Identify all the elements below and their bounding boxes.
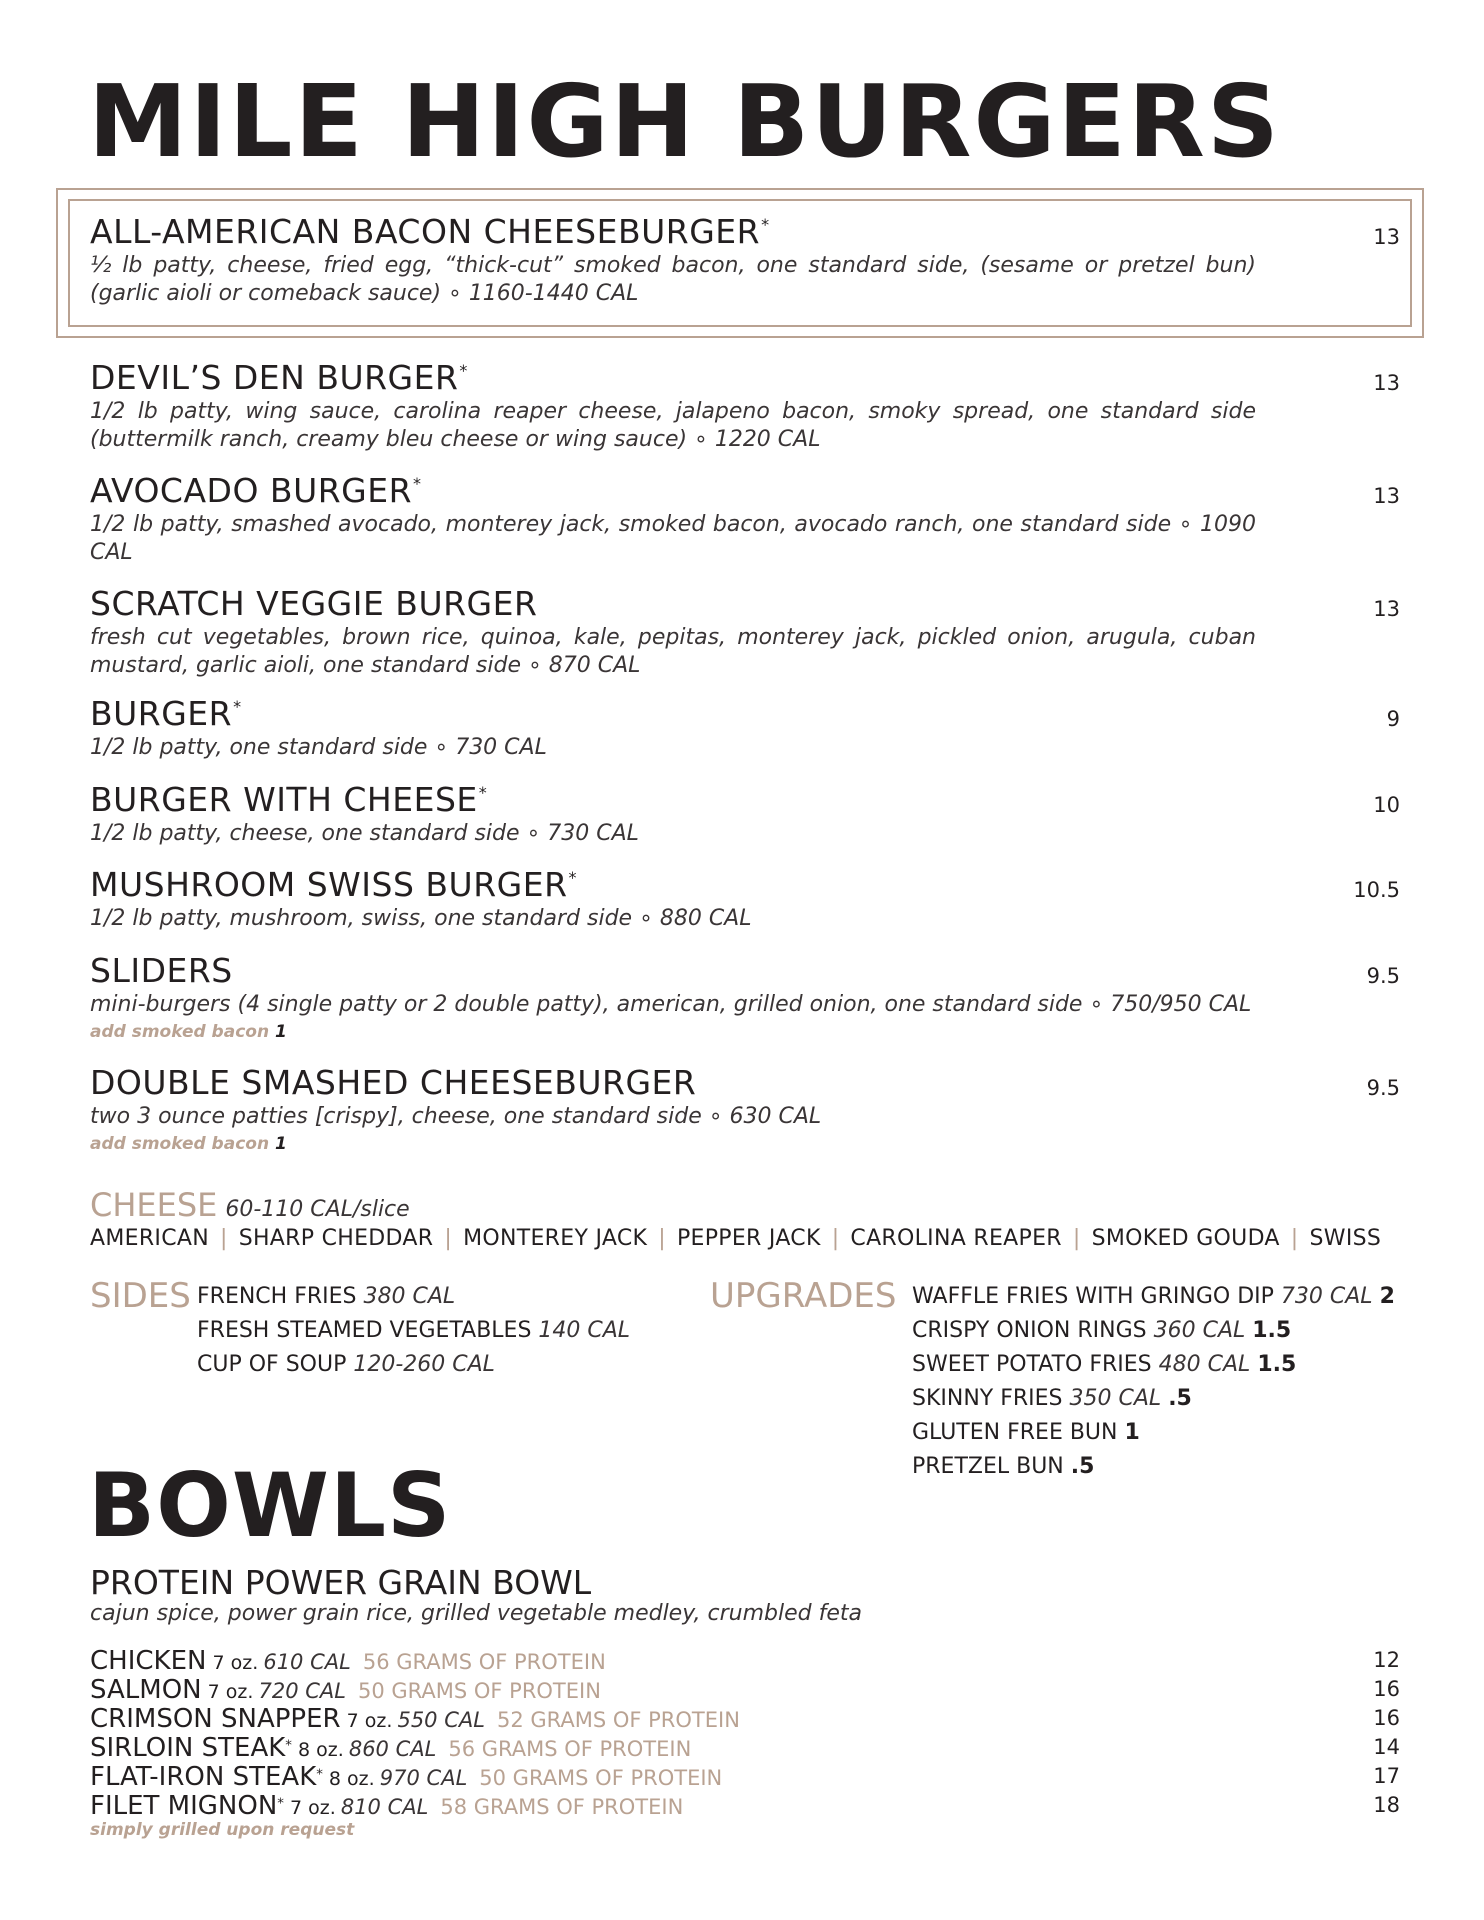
item-name: BURGER WITH CHEESE [90, 780, 478, 819]
upgrades-label: UPGRADES [710, 1276, 897, 1316]
side-name: FRENCH FRIES [197, 1284, 357, 1309]
item-description: 1/2 lb patty, mushroom, swiss, one standard side ∘ 880 CAL [90, 905, 752, 931]
sides-list [197, 1280, 630, 1382]
side-calories: 120-260 CAL [353, 1352, 495, 1377]
cheese-option: PEPPER JACK [676, 1226, 821, 1251]
upgrade-name: SKINNY FRIES [912, 1386, 1063, 1411]
protein-calories: 810 CAL [340, 1795, 429, 1819]
item-star: * [459, 361, 468, 380]
upgrade-calories: 730 CAL [1280, 1284, 1373, 1309]
upgrade-calories: 480 CAL [1158, 1352, 1251, 1377]
upgrade-name: CRISPY ONION RINGS [912, 1318, 1147, 1343]
upgrade-calories: 360 CAL [1153, 1318, 1246, 1343]
addon-line [90, 1134, 1400, 1154]
item-description: mini-burgers (4 single patty or 2 double patty), american, grilled onion, one standard side ∘ 750/950 CAL [90, 991, 1252, 1017]
upgrade-name: GLUTEN FREE BUN [912, 1420, 1118, 1445]
cheese-header [90, 1186, 410, 1224]
upgrade-item [912, 1382, 1395, 1416]
addon-label: add smoked bacon [90, 1021, 270, 1042]
cheese-option: SMOKED GOUDA [1091, 1226, 1280, 1251]
menu-item [90, 694, 1400, 762]
protein-weight: 7 oz. [289, 1797, 336, 1819]
protein-price: 17 [1373, 1764, 1400, 1788]
menu-item [90, 471, 1400, 567]
protein-row [90, 1762, 1400, 1791]
separator: | [1072, 1226, 1081, 1251]
protein-price: 16 [1373, 1677, 1400, 1701]
addon-price: 1 [274, 1133, 287, 1154]
cheese-label: CHEESE [90, 1186, 218, 1224]
item-price: 10 [1373, 793, 1400, 817]
protein-row [90, 1791, 1400, 1820]
protein-name: FILET MIGNON [90, 1791, 278, 1821]
item-price: 9.5 [1366, 964, 1400, 988]
item-description: fresh cut vegetables, brown rice, quinoa, kale, pepitas, monterey jack, pickled onion, arugula, cuban mustard, garlic aioli, one standard side ∘ 870 CAL [90, 624, 1256, 678]
item-description: 1/2 lb patty, wing sauce, carolina reaper cheese, jalapeno bacon, smoky spread, one standard side (buttermilk ranch, creamy bleu cheese or wing sauce) ∘ 1220 CAL [90, 398, 1256, 452]
upgrade-name: SWEET POTATO FRIES [912, 1352, 1152, 1377]
item-description: two 3 ounce patties [crispy], cheese, one standard side ∘ 630 CAL [90, 1103, 822, 1129]
item-star: * [761, 215, 770, 234]
protein-star: * [285, 1738, 292, 1754]
protein-grams: 58 GRAMS OF PROTEIN [440, 1795, 684, 1819]
item-star: * [233, 697, 242, 716]
bowls-title: BOWLS [88, 1454, 452, 1557]
upgrade-price: 1 [1124, 1420, 1140, 1445]
item-description: 1/2 lb patty, cheese, one standard side ∘ 730 CAL [90, 820, 639, 846]
protein-price: 16 [1373, 1706, 1400, 1730]
addon-line [90, 1022, 1400, 1042]
protein-weight: 8 oz. [328, 1768, 375, 1790]
protein-row [90, 1704, 1400, 1733]
item-name: SCRATCH VEGGIE BURGER [90, 584, 538, 623]
item-star: * [568, 868, 577, 887]
protein-row [90, 1675, 1400, 1704]
side-item [197, 1280, 630, 1314]
upgrade-item [912, 1280, 1395, 1314]
protein-weight: 7 oz. [207, 1681, 254, 1703]
addon-label: add smoked bacon [90, 1133, 270, 1154]
upgrade-name: WAFFLE FRIES WITH GRINGO DIP [912, 1284, 1274, 1309]
protein-name: SALMON [90, 1675, 202, 1705]
item-price: 13 [1373, 597, 1400, 621]
protein-calories: 720 CAL [258, 1679, 346, 1703]
item-price: 13 [1373, 371, 1400, 395]
menu-item [90, 780, 1400, 848]
bowl-name: PROTEIN POWER GRAIN BOWL [90, 1563, 592, 1602]
upgrade-calories: 350 CAL [1069, 1386, 1162, 1411]
protein-weight: 7 oz. [212, 1652, 259, 1674]
upgrade-price: .5 [1070, 1454, 1095, 1479]
item-name: ALL-AMERICAN BACON CHEESEBURGER [90, 212, 761, 251]
item-star: * [413, 474, 422, 493]
upgrade-item [912, 1348, 1395, 1382]
cheese-options [90, 1226, 1381, 1251]
upgrade-price: 2 [1379, 1284, 1395, 1309]
cheese-option: MONTEREY JACK [463, 1226, 648, 1251]
upgrade-item [912, 1416, 1395, 1450]
item-price: 10.5 [1353, 878, 1400, 902]
item-price: 13 [1373, 225, 1400, 249]
protein-grams: 50 GRAMS OF PROTEIN [479, 1766, 723, 1790]
protein-calories: 610 CAL [263, 1650, 351, 1674]
item-price: 9.5 [1366, 1076, 1400, 1100]
sides-label: SIDES [90, 1276, 191, 1316]
side-calories: 140 CAL [538, 1318, 631, 1343]
protein-star: * [277, 1796, 284, 1812]
upgrade-item [912, 1314, 1395, 1348]
item-description: 1/2 lb patty, smashed avocado, monterey jack, smoked bacon, avocado ranch, one standard side ∘ 1090 CAL [90, 511, 1256, 565]
item-name: MUSHROOM SWISS BURGER [90, 865, 568, 904]
item-star: * [478, 783, 488, 802]
side-name: CUP OF SOUP [197, 1352, 347, 1377]
side-item [197, 1348, 630, 1382]
protein-weight: 8 oz. [297, 1739, 344, 1761]
protein-grams: 56 GRAMS OF PROTEIN [362, 1650, 606, 1674]
item-name: DEVIL’S DEN BURGER [90, 358, 459, 397]
protein-calories: 860 CAL [348, 1737, 437, 1761]
protein-weight: 7 oz. [346, 1710, 393, 1732]
upgrade-price: 1.5 [1252, 1318, 1292, 1343]
protein-name: CHICKEN [90, 1646, 207, 1676]
menu-item [90, 951, 1400, 1042]
protein-calories: 970 CAL [379, 1766, 468, 1790]
protein-name: CRIMSON SNAPPER [90, 1704, 341, 1734]
cheese-option: CAROLINA REAPER [850, 1226, 1062, 1251]
menu-item [90, 584, 1400, 680]
cheese-calories: 60-110 CAL/slice [225, 1197, 410, 1222]
item-price: 13 [1373, 484, 1400, 508]
menu-item [90, 1063, 1400, 1154]
protein-name: SIRLOIN STEAK [90, 1733, 286, 1763]
side-calories: 380 CAL [363, 1284, 456, 1309]
item-name: SLIDERS [90, 951, 233, 990]
upgrades-list [912, 1280, 1395, 1484]
protein-star: * [316, 1767, 323, 1783]
page-title: MILE HIGH BURGERS [88, 63, 1281, 180]
item-name: BURGER [90, 694, 233, 733]
cheese-option: AMERICAN [90, 1226, 209, 1251]
menu-item [90, 212, 1400, 308]
grilled-note: simply grilled upon request [90, 1820, 355, 1840]
item-price: 9 [1386, 707, 1400, 731]
item-description: 1/2 lb patty, one standard side ∘ 730 CAL [90, 734, 547, 760]
protein-price: 18 [1373, 1793, 1400, 1817]
menu-item [90, 358, 1400, 454]
protein-row [90, 1646, 1400, 1675]
protein-name: FLAT-IRON STEAK [90, 1762, 317, 1792]
cheese-option: SWISS [1309, 1226, 1382, 1251]
bowl-description: cajun spice, power grain rice, grilled vegetable medley, crumbled feta [90, 1601, 862, 1626]
cheese-option: SHARP CHEDDAR [238, 1226, 434, 1251]
addon-price: 1 [274, 1021, 287, 1042]
separator: | [831, 1226, 840, 1251]
upgrade-price: .5 [1168, 1386, 1192, 1411]
menu-item [90, 865, 1400, 933]
item-name: DOUBLE SMASHED CHEESEBURGER [90, 1063, 697, 1102]
upgrade-item [912, 1450, 1395, 1484]
upgrade-name: PRETZEL BUN [912, 1454, 1064, 1479]
separator: | [219, 1226, 228, 1251]
protein-grams: 52 GRAMS OF PROTEIN [496, 1708, 740, 1732]
protein-grams: 56 GRAMS OF PROTEIN [448, 1737, 692, 1761]
side-item [197, 1314, 630, 1348]
protein-price: 12 [1373, 1648, 1400, 1672]
protein-calories: 550 CAL [397, 1708, 485, 1732]
protein-row [90, 1733, 1400, 1762]
protein-price: 14 [1373, 1735, 1400, 1759]
item-description: ½ lb patty, cheese, fried egg, “thick-cut” smoked bacon, one standard side, (sesame or pretzel bun) (garlic aioli or comeback sauce) ∘ 1160-1440 CAL [90, 252, 1256, 306]
separator: | [658, 1226, 666, 1251]
item-name: AVOCADO BURGER [90, 471, 412, 510]
separator: | [444, 1226, 453, 1251]
side-name: FRESH STEAMED VEGETABLES [197, 1318, 532, 1343]
upgrade-price: 1.5 [1257, 1352, 1297, 1377]
protein-grams: 50 GRAMS OF PROTEIN [357, 1679, 601, 1703]
separator: | [1290, 1226, 1299, 1251]
